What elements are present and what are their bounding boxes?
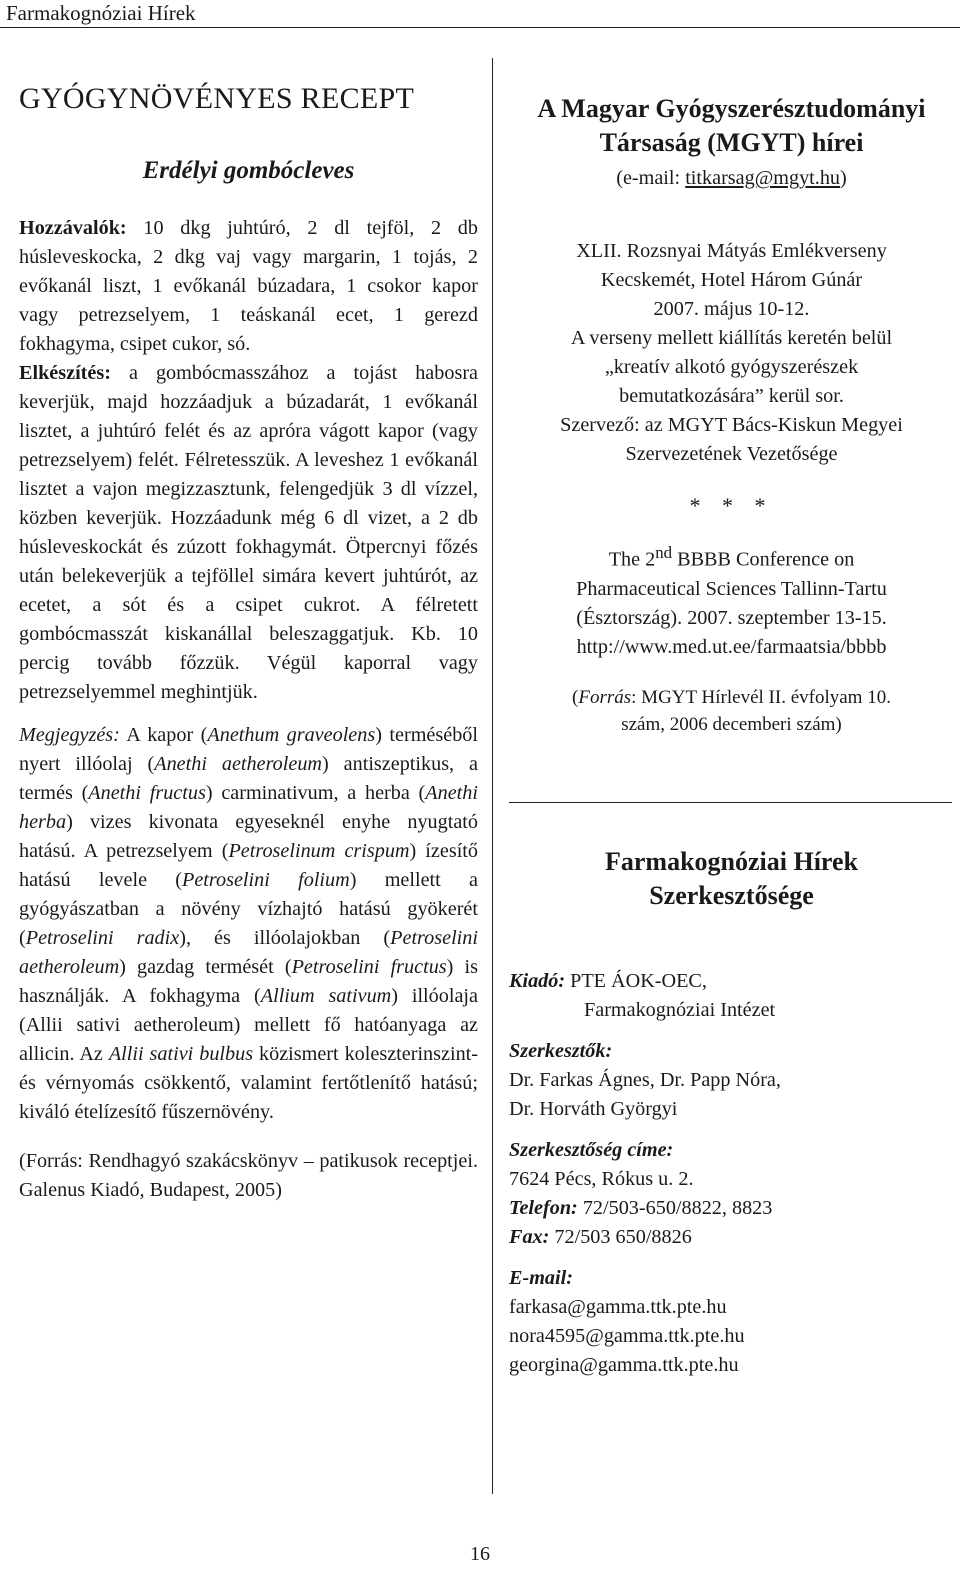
latin-name: Petroselini fructus [291, 956, 447, 978]
recipe-name: Erdélyi gombócleves [142, 157, 355, 184]
event-line: 2007. május 10-12. [653, 298, 810, 320]
event-line: Szervező: az MGYT Bács-Kiskun Megyei [560, 414, 903, 436]
left-column [19, 76, 478, 1205]
note-text: közismert koleszterinszint- és vérnyomás csökkentő, valamint fertőtlenítő hatású; kiváló ételízesítő fűszernövény. [19, 1043, 479, 1123]
latin-name: Allii sativi bulbus [108, 1043, 254, 1065]
latin-name: Petroselini aetheroleum [19, 927, 478, 978]
editors-label: Szerkesztők: [509, 1039, 613, 1062]
note-text: ) gazdag termését ( [119, 956, 292, 978]
event-text: The 2 [608, 548, 656, 571]
note-text: ) vizes kivonata egyeseknél enyhe nyugtató hatású. A petrezselyem ( [19, 811, 478, 862]
phone-value: 72/503-650/8822, 8823 [577, 1196, 773, 1219]
mgyt-email-line [509, 164, 954, 193]
note-text: ), és illóolajokban ( [179, 927, 391, 949]
source-text: ( [572, 686, 579, 708]
event-line: Szervezetének Vezetősége [625, 443, 838, 465]
address-value: 7624 Pécs, Rókus u. 2. [509, 1167, 694, 1190]
note-text: ) antiszeptikus, a termés ( [19, 753, 478, 804]
preparation-text: a gombócmasszához a tojást habosra keverjük, majd hozzáadjuk a búzadarát, 1 evőkanál lisztet, a juhtúró felét és az apróra vágott kapor (vagy petrezselyem) felét. Félretesszük. A leveshez 1 evőkanál lisztet a vajon megizzasztunk, felengedjük 3 dl vízzel, közben keverjük. Hozzáadunk még 6 dl vizet, a 2 db húsleveskockát és zúzott fokhagymát. Ötpercnyi főzés után belekeverjük a tejföllel simára kevert juhtúrót, az ecetet, a sót és a csipet cukrot. A félretett gombócmasszát kiskanállal beleszaggatjuk. Kb. 10 percig tovább főzzük. Végül kaporral vagy petrezselyemmel meghintjük. [19, 362, 478, 703]
editorial-title [509, 845, 954, 913]
note-text: ) carminativum, a herba ( [205, 782, 426, 804]
email-suffix: ) [840, 167, 847, 189]
event-bbbb [509, 538, 954, 662]
page-number: 16 [470, 1543, 490, 1565]
event-line: Pharmaceutical Sciences Tallinn-Tartu [576, 577, 887, 600]
latin-name: Petroselinum crispum [228, 840, 410, 862]
journal-title: Farmakognóziai Hírek [6, 1, 196, 25]
editorial-title-line: Farmakognóziai Hírek [604, 846, 858, 876]
note-text: ) illóolaja (Allii sativi aetheroleum) mellett fő hatóanyaga az allicin. Az [19, 985, 478, 1065]
latin-name: Anethi fructus [88, 782, 206, 804]
latin-name: Anethi herba [19, 782, 478, 833]
event-rozsnyai [509, 237, 954, 469]
right-column [509, 92, 954, 1380]
event-line [509, 538, 954, 575]
email-address[interactable]: georgina@gamma.ttk.pte.hu [509, 1353, 739, 1376]
note-text: ) is használják. A fokhagyma ( [19, 956, 478, 1007]
event-line: (Észtország). 2007. szeptember 13-15. [576, 606, 887, 629]
fax-label: Fax: [509, 1225, 550, 1248]
fax-value: 72/503 650/8826 [549, 1225, 692, 1248]
publisher-block [509, 967, 954, 1025]
event-line: Kecskemét, Hotel Három Gúnár [600, 269, 863, 291]
section-divider [509, 802, 952, 803]
editors-names: Dr. Horváth Györgyi [509, 1097, 678, 1120]
email-prefix: (e-mail: [616, 167, 686, 189]
event-line: „kreatív alkotó gyógyszerészek [604, 356, 859, 378]
phone-label: Telefon: [509, 1196, 578, 1219]
section-title: GYÓGYNÖVÉNYES RECEPT [19, 82, 415, 115]
note-text: ) mellett a gyógyászatban a növény vízhajtó hatású gyökerét ( [19, 869, 478, 949]
note-text: A kapor ( [119, 724, 208, 746]
address-block [509, 1136, 954, 1252]
recipe-body [19, 214, 478, 707]
note-text: ) ízesítő hatású levele ( [19, 840, 479, 891]
mgyt-email-link[interactable]: titkarsag@mgyt.hu [685, 167, 841, 189]
latin-name: Allium sativum [260, 985, 392, 1007]
latin-name: Petroselini radix [25, 927, 180, 949]
editors-block [509, 1037, 954, 1124]
publisher-label: Kiadó: [509, 969, 566, 992]
source-text: : MGYT Hírlevél II. évfolyam 10. [631, 686, 891, 708]
superscript: nd [655, 543, 673, 562]
ingredients-label: Hozzávalók: [19, 217, 127, 239]
latin-name: Petroselini folium [182, 869, 350, 891]
ingredients-text: 10 dkg juhtúró, 2 dl tejföl, 2 db húsleveskocka, 2 dkg vaj vagy margarin, 1 tojás, 2 evőkanál liszt, 1 evőkanál búzadara, 1 csokor kapor vagy petrezselyem, 1 teáskanál ecet, 1 gerezd fokhagyma, csipet cukor, só. [19, 217, 478, 355]
note-text: ) terméséből nyert illóolaj ( [19, 724, 478, 775]
event-line: bemutatkozására” kerül sor. [619, 385, 844, 407]
editors-names: Dr. Farkas Ágnes, Dr. Papp Nóra, [509, 1068, 781, 1091]
address-label: Szerkesztőség címe: [509, 1138, 674, 1161]
latin-name: Anethi aetheroleum [154, 753, 323, 775]
column-divider [492, 58, 493, 1494]
event-line: XLII. Rozsnyai Mátyás Emlékverseny [576, 240, 887, 262]
editorial-title-line: Szerkesztősége [649, 880, 814, 910]
note-label: Megjegyzés: [19, 724, 120, 746]
event-line: A verseny mellett kiállítás keretén belül [570, 327, 893, 349]
separator-stars: * * * [689, 493, 774, 518]
publisher-name: PTE ÁOK-OEC, [565, 969, 707, 992]
preparation-label: Elkészítés: [19, 362, 111, 384]
running-header [0, 0, 960, 28]
publisher-institute: Farmakognóziai Intézet [584, 998, 776, 1021]
recipe-source: (Forrás: Rendhagyó szakácskönyv – patikusok receptjei. Galenus Kiadó, Budapest, 2005) [19, 1150, 478, 1201]
event-url[interactable]: http://www.med.ut.ee/farmaatsia/bbbb [576, 635, 887, 658]
note-paragraph [19, 721, 478, 1127]
email-block [509, 1264, 954, 1380]
source-label: Forrás [578, 686, 632, 708]
email-address[interactable]: nora4595@gamma.ttk.pte.hu [509, 1324, 745, 1347]
latin-name: Anethum graveolens [207, 724, 376, 746]
mgyt-source [509, 684, 954, 738]
mgyt-news-title: A Magyar Gyógyszerésztudományi Társaság (MGYT) hírei [537, 94, 926, 157]
email-address[interactable]: farkasa@gamma.ttk.pte.hu [509, 1295, 727, 1318]
email-label: E-mail: [509, 1266, 573, 1289]
event-text: BBBB Conference on [672, 548, 855, 571]
source-text: szám, 2006 decemberi szám) [621, 713, 842, 735]
